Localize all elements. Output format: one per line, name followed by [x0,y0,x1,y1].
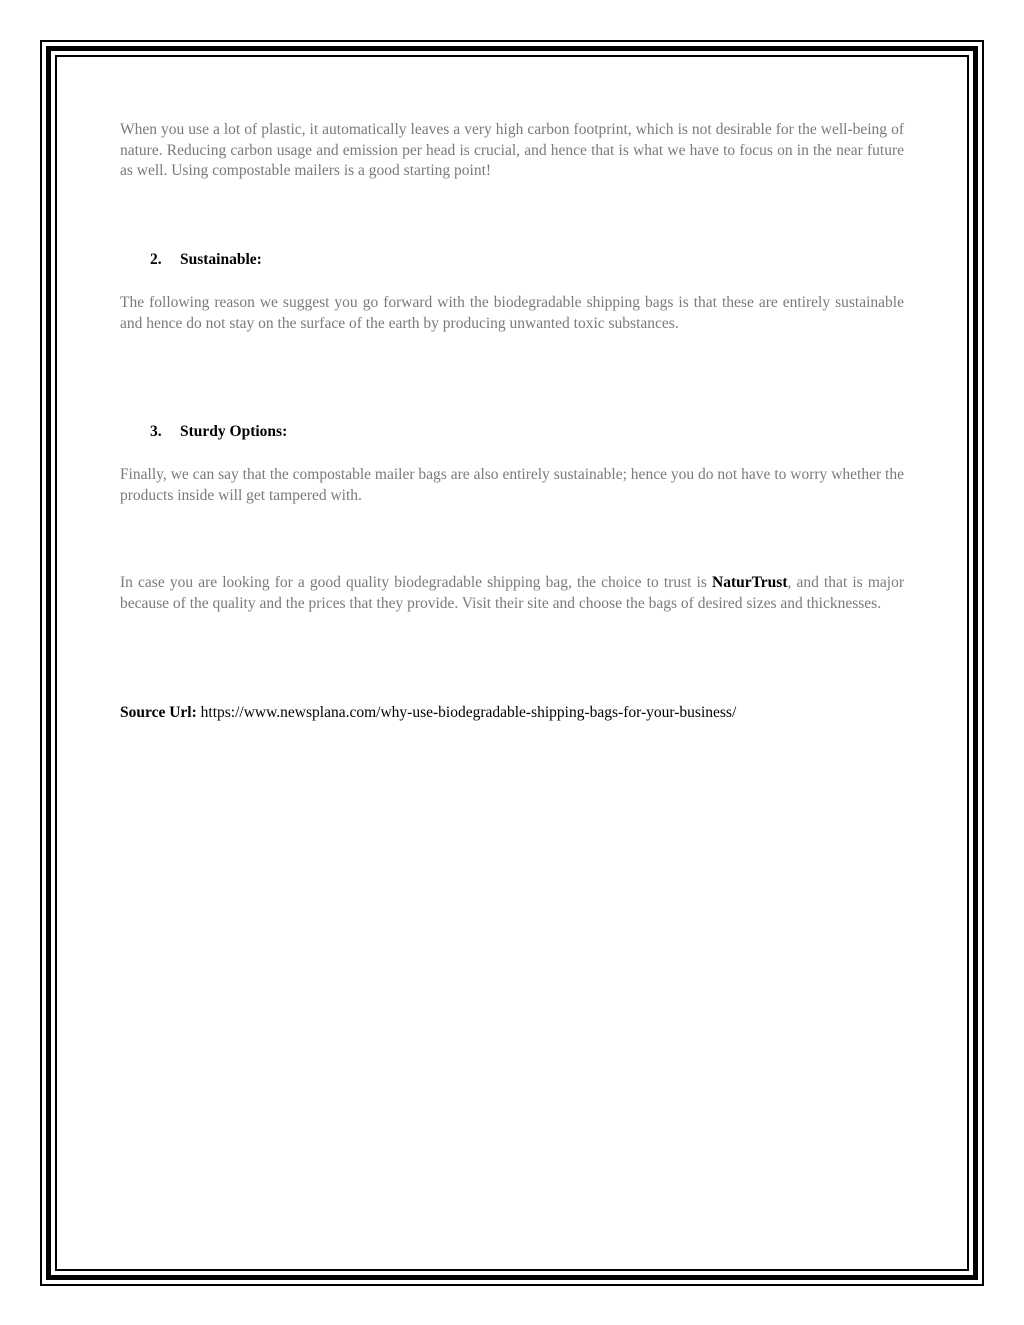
heading-title: Sturdy Options: [180,423,288,440]
brand-name: NaturTrust [712,574,788,591]
closing-text-start: In case you are looking for a good quality biodegradable shipping bag, the choice to trust is [120,574,712,591]
page-border-thick [46,46,978,1280]
page-border [40,40,984,1286]
source-label: Source Url: [120,704,197,721]
closing-text-end: , and that is major because of the quality and the prices that they provide. Visit their site and choose the bags of desired sizes and thicknesses. [120,574,904,612]
intro-paragraph: When you use a lot of plastic, it automatically leaves a very high carbon footprint, which is not desirable for the well-being of nature. Reducing carbon usage and emission per head is crucial, and hence that is what we have to focus on in the near future as well. Using compostable mailers is a good starting point! [120,121,904,180]
heading-number: 3. [150,423,162,440]
heading-sustainable [150,250,262,271]
heading-number: 2. [150,251,162,268]
sustainable-paragraph: The following reason we suggest you go forward with the biodegradable shipping bags is that these are entirely sustainable and hence do not stay on the surface of the earth by producing unwanted toxic substances. [120,294,904,332]
heading-sturdy-options [150,422,287,443]
heading-title: Sustainable: [180,251,262,268]
closing-paragraph [120,573,904,614]
page-border-inner [55,55,969,1271]
sturdy-paragraph: Finally, we can say that the compostable mailer bags are also entirely sustainable; hence you do not have to worry whether the products inside will get tampered with. [120,466,904,504]
source-line [120,703,904,724]
source-url[interactable]: https://www.newsplana.com/why-use-biodegradable-shipping-bags-for-your-business/ [196,704,737,721]
